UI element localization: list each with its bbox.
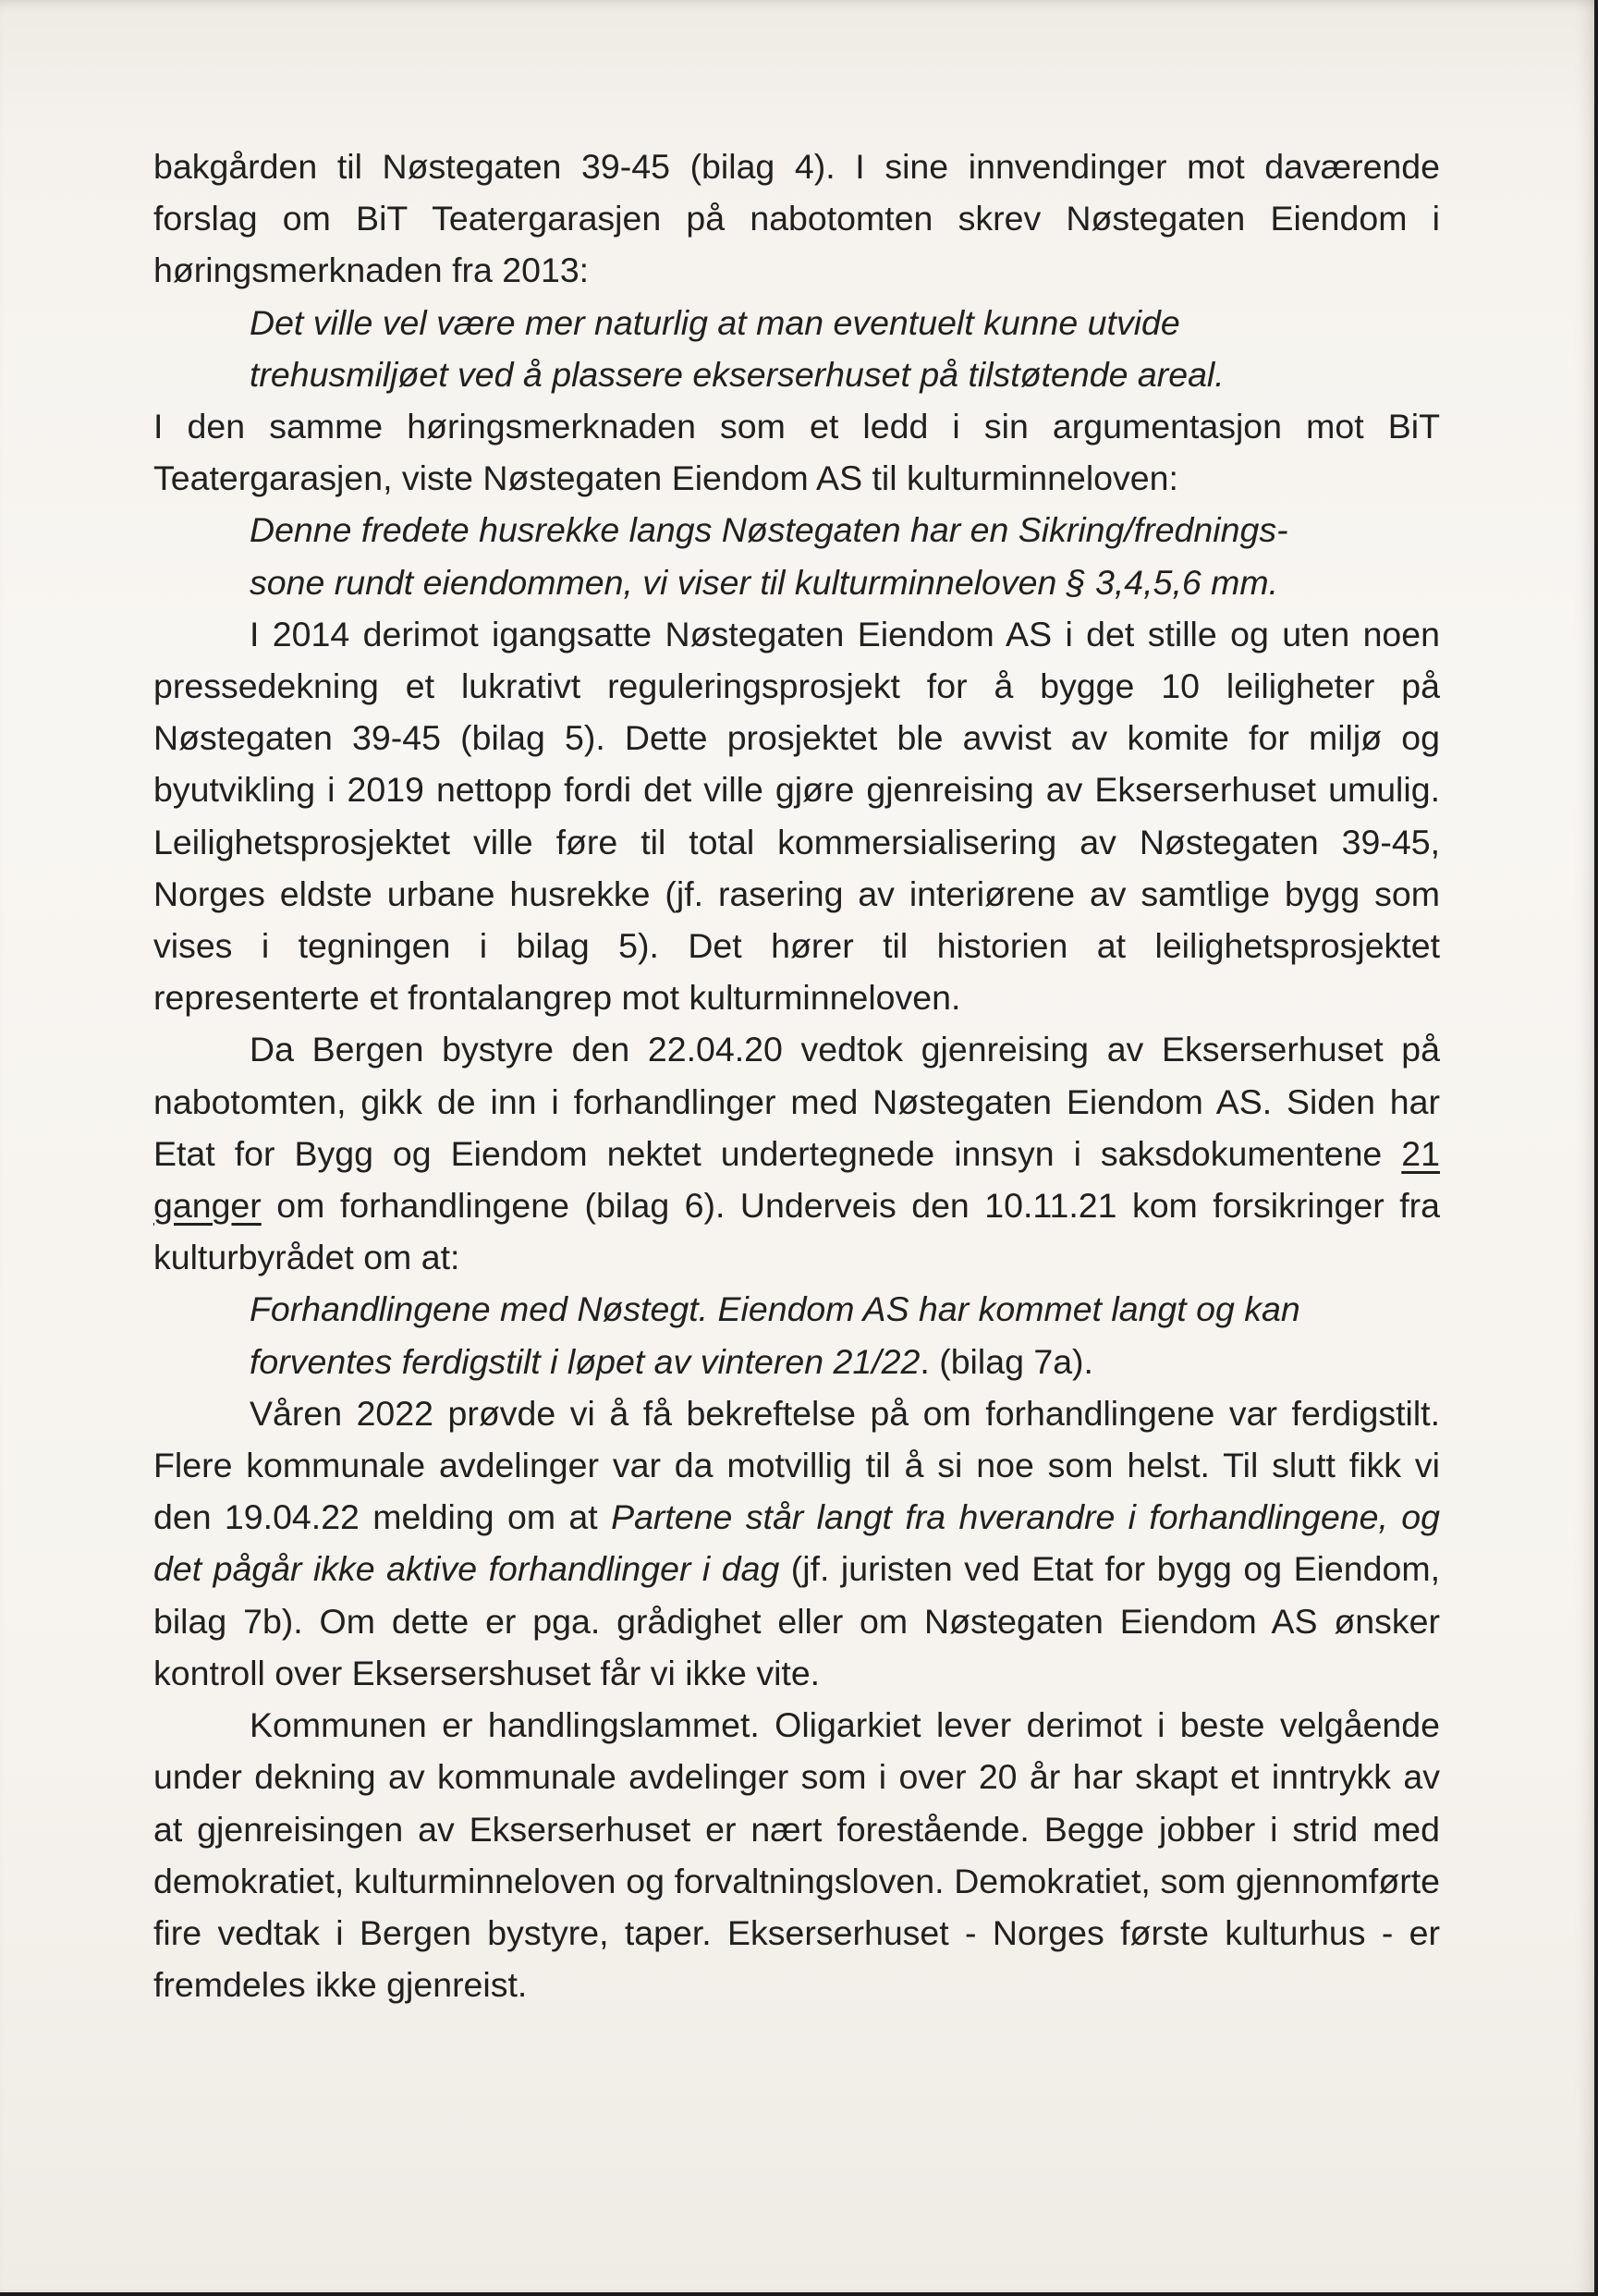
paragraph-5-text-b: (jf. juristen ved Etat for bygg og Eiendom, bilag 7b). Om dette er pga. grådighet eller om Nøstegaten Eiendom AS ønsker kontroll over Eksersershuset får vi ikke vite.	[153, 1549, 1440, 1692]
quote-3	[250, 1283, 1440, 1386]
quote-1-line-1: Det ville vel være mer naturlig at man eventuelt kunne utvide	[250, 302, 1180, 342]
underlined-count: 21 ganger	[153, 1133, 1440, 1226]
quote-1	[250, 297, 1440, 400]
quote-3-line-2	[250, 1336, 1440, 1387]
quote-3-line-2-tail: . (bilag 7a).	[920, 1341, 1093, 1381]
paragraph-4-text-b: om forhandlingene (bilag 6). Underveis den 10.11.21 kom forsikringer fra kulturbyrådet om at:	[153, 1186, 1440, 1277]
paragraph-5-italic-quote: Partene står langt fra hverandre i forhandlingene, og det pågår ikke aktive forhandlinger i dag	[153, 1497, 1441, 1589]
paragraph-5	[153, 1387, 1440, 1699]
paragraph-6: Kommunen er handlingslammet. Oligarkiet lever derimot i beste velgående under dekning av kommunale avdelinger som i over 20 år har skapt et inntrykk av at gjenreisingen av Ekserserhuset er nært forestående. Begge jobber i strid med demokratiet, kulturminneloven og forvaltningsloven. Demokratiet, som gjennomførte fire vedtak i Bergen bystyre, taper. Ekserserhuset - Norges første kulturhus - er fremdeles ikke gjenreist.	[153, 1705, 1440, 2005]
paragraph-4	[153, 1023, 1440, 1283]
quote-3-line-1: Forhandlingene med Nøstegt. Eiendom AS har kommet langt og kan	[250, 1289, 1300, 1329]
paragraph-1: bakgården til Nøstegaten 39-45 (bilag 4). I sine innvendinger mot daværende forslag om BiT Teatergarasjen på nabotomten skrev Nøstegaten Eiendom i høringsmerknaden fra 2013:	[153, 147, 1440, 290]
quote-2	[250, 504, 1440, 607]
document-body	[153, 140, 1440, 2010]
quote-2-line-2: sone rundt eiendommen, vi viser til kulturminneloven § 3,4,5,6 mm.	[250, 562, 1279, 602]
quote-1-line-2: trehusmiljøet ved å plassere ekserserhuset på tilstøtende areal.	[250, 354, 1225, 394]
paragraph-5-text-a: Våren 2022 prøvde vi å få bekreftelse på om forhandlingene var ferdigstilt. Flere kommunale avdelinger var da motvillig til å si noe som helst. Til slutt fikk vi den 19.04.22 melding om at	[153, 1393, 1440, 1537]
paragraph-4-text-a: Da Bergen bystyre den 22.04.20 vedtok gjenreising av Ekserserhuset på nabotomten, gikk de inn i forhandlinger med Nøstegaten Eiendom AS. Siden har Etat for Bygg og Eiendom nektet undertegnede innsyn i saksdokumentene	[153, 1030, 1440, 1173]
quote-2-line-1: Denne fredete husrekke langs Nøstegaten har en Sikring/frednings-	[250, 510, 1288, 550]
paragraph-3: I 2014 derimot igangsatte Nøstegaten Eiendom AS i det stille og uten noen pressedekning et lukrativt reguleringsprosjekt for å bygge 10 leiligheter på Nøstegaten 39-45 (bilag 5). Dette prosjektet ble avvist av komite for miljø og byutvikling i 2019 nettopp fordi det ville gjøre gjenreising av Ekserserhuset umulig. Leilighetsprosjektet ville føre til total kommersialisering av Nøstegaten 39-45, Norges eldste urbane husrekke (jf. rasering av interiørene av samtlige bygg som vises i tegningen i bilag 5). Det hører til historien at leilighetsprosjektet representerte et frontalangrep mot kulturminneloven.	[153, 614, 1440, 1018]
quote-3-line-2-italic: forventes ferdigstilt i løpet av vinteren 21/22	[250, 1341, 921, 1381]
paragraph-2: I den samme høringsmerknaden som et ledd i sin argumentasjon mot BiT Teatergarasjen, viste Nøstegaten Eiendom AS til kulturminneloven:	[153, 407, 1440, 498]
